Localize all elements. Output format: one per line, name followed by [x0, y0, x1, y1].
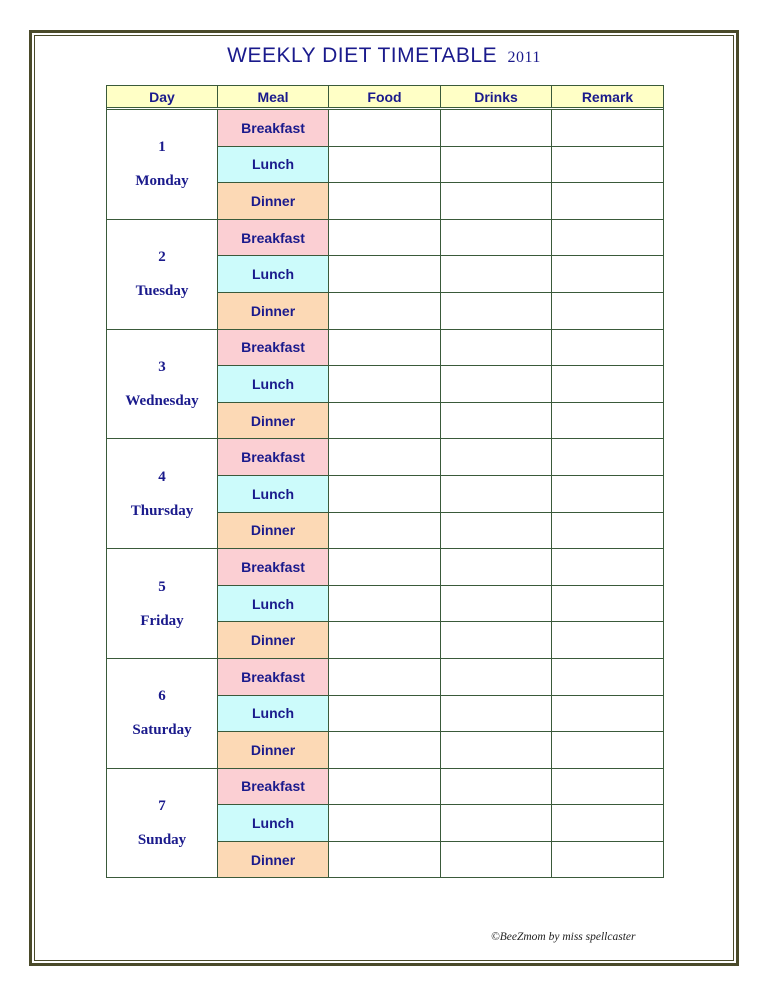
meal-dinner: Dinner [218, 402, 329, 439]
food-cell[interactable] [329, 622, 441, 659]
remark-cell[interactable] [552, 585, 664, 622]
meal-dinner: Dinner [218, 841, 329, 878]
food-cell[interactable] [329, 110, 441, 147]
food-cell[interactable] [329, 549, 441, 586]
day-number: 3 [158, 358, 166, 375]
drinks-cell[interactable] [441, 366, 552, 403]
day-name: Wednesday [125, 392, 199, 409]
meal-dinner: Dinner [218, 512, 329, 549]
drinks-cell[interactable] [441, 183, 552, 220]
drinks-cell[interactable] [441, 585, 552, 622]
remark-cell[interactable] [552, 183, 664, 220]
drinks-cell[interactable] [441, 622, 552, 659]
day-name: Tuesday [135, 283, 189, 300]
food-cell[interactable] [329, 292, 441, 329]
header-meal: Meal [218, 86, 329, 108]
drinks-cell[interactable] [441, 512, 552, 549]
meal-lunch: Lunch [218, 805, 329, 842]
food-cell[interactable] [329, 475, 441, 512]
meal-breakfast: Breakfast [218, 439, 329, 476]
remark-cell[interactable] [552, 402, 664, 439]
day-cell [107, 439, 218, 549]
day-name: Friday [140, 612, 184, 629]
drinks-cell[interactable] [441, 402, 552, 439]
meal-row [107, 768, 664, 805]
drinks-cell[interactable] [441, 658, 552, 695]
meal-lunch: Lunch [218, 585, 329, 622]
timetable-body [107, 108, 664, 878]
drinks-cell[interactable] [441, 146, 552, 183]
day-cell [107, 110, 218, 220]
day-cell [107, 329, 218, 439]
remark-cell[interactable] [552, 256, 664, 293]
remark-cell[interactable] [552, 549, 664, 586]
meal-lunch: Lunch [218, 366, 329, 403]
food-cell[interactable] [329, 439, 441, 476]
drinks-cell[interactable] [441, 439, 552, 476]
meal-breakfast: Breakfast [218, 329, 329, 366]
meal-dinner: Dinner [218, 292, 329, 329]
food-cell[interactable] [329, 219, 441, 256]
meal-breakfast: Breakfast [218, 110, 329, 147]
drinks-cell[interactable] [441, 768, 552, 805]
remark-cell[interactable] [552, 292, 664, 329]
remark-cell[interactable] [552, 219, 664, 256]
drinks-cell[interactable] [441, 292, 552, 329]
food-cell[interactable] [329, 658, 441, 695]
drinks-cell[interactable] [441, 732, 552, 769]
meal-row [107, 658, 664, 695]
remark-cell[interactable] [552, 658, 664, 695]
day-name: Monday [135, 173, 189, 190]
food-cell[interactable] [329, 366, 441, 403]
food-cell[interactable] [329, 585, 441, 622]
food-cell[interactable] [329, 841, 441, 878]
drinks-cell[interactable] [441, 695, 552, 732]
meal-breakfast: Breakfast [218, 768, 329, 805]
meal-lunch: Lunch [218, 146, 329, 183]
food-cell[interactable] [329, 512, 441, 549]
remark-cell[interactable] [552, 695, 664, 732]
day-name: Saturday [132, 722, 192, 739]
remark-cell[interactable] [552, 475, 664, 512]
meal-breakfast: Breakfast [218, 219, 329, 256]
day-cell [107, 658, 218, 768]
header-drinks: Drinks [441, 86, 552, 108]
remark-cell[interactable] [552, 110, 664, 147]
day-cell [107, 549, 218, 659]
food-cell[interactable] [329, 402, 441, 439]
meal-row [107, 549, 664, 586]
meal-breakfast: Breakfast [218, 658, 329, 695]
drinks-cell[interactable] [441, 219, 552, 256]
meal-row [107, 439, 664, 476]
remark-cell[interactable] [552, 366, 664, 403]
header-food: Food [329, 86, 441, 108]
day-number: 6 [158, 688, 166, 705]
diet-timetable [106, 85, 664, 878]
meal-dinner: Dinner [218, 183, 329, 220]
food-cell[interactable] [329, 329, 441, 366]
meal-row [107, 329, 664, 366]
food-cell[interactable] [329, 695, 441, 732]
day-number: 2 [158, 249, 166, 266]
food-cell[interactable] [329, 768, 441, 805]
header-remark: Remark [552, 86, 664, 108]
copyright-credit: ©BeeZmom by miss spellcaster [491, 931, 636, 943]
day-number: 4 [158, 468, 166, 485]
day-name: Sunday [137, 832, 187, 849]
drinks-cell[interactable] [441, 549, 552, 586]
title-year: 2011 [507, 49, 541, 66]
remark-cell[interactable] [552, 841, 664, 878]
day-number: 7 [158, 798, 166, 815]
drinks-cell[interactable] [441, 256, 552, 293]
drinks-cell[interactable] [441, 329, 552, 366]
food-cell[interactable] [329, 146, 441, 183]
meal-dinner: Dinner [218, 622, 329, 659]
meal-breakfast: Breakfast [218, 549, 329, 586]
title-text: WEEKLY DIET TIMETABLE [227, 44, 498, 67]
drinks-cell[interactable] [441, 841, 552, 878]
remark-cell[interactable] [552, 512, 664, 549]
food-cell[interactable] [329, 732, 441, 769]
remark-cell[interactable] [552, 439, 664, 476]
drinks-cell[interactable] [441, 475, 552, 512]
meal-lunch: Lunch [218, 256, 329, 293]
meal-dinner: Dinner [218, 732, 329, 769]
meal-row [107, 219, 664, 256]
remark-cell[interactable] [552, 732, 664, 769]
remark-cell[interactable] [552, 329, 664, 366]
day-number: 5 [158, 578, 166, 595]
day-name: Thursday [130, 502, 194, 519]
day-cell [107, 768, 218, 878]
header-row [107, 86, 664, 108]
food-cell[interactable] [329, 256, 441, 293]
remark-cell[interactable] [552, 768, 664, 805]
remark-cell[interactable] [552, 622, 664, 659]
page-title [0, 44, 768, 68]
meal-lunch: Lunch [218, 695, 329, 732]
drinks-cell[interactable] [441, 805, 552, 842]
food-cell[interactable] [329, 805, 441, 842]
remark-cell[interactable] [552, 146, 664, 183]
drinks-cell[interactable] [441, 110, 552, 147]
meal-row [107, 110, 664, 147]
meal-lunch: Lunch [218, 475, 329, 512]
header-day: Day [107, 86, 218, 108]
day-cell [107, 219, 218, 329]
day-number: 1 [158, 139, 166, 156]
food-cell[interactable] [329, 183, 441, 220]
remark-cell[interactable] [552, 805, 664, 842]
